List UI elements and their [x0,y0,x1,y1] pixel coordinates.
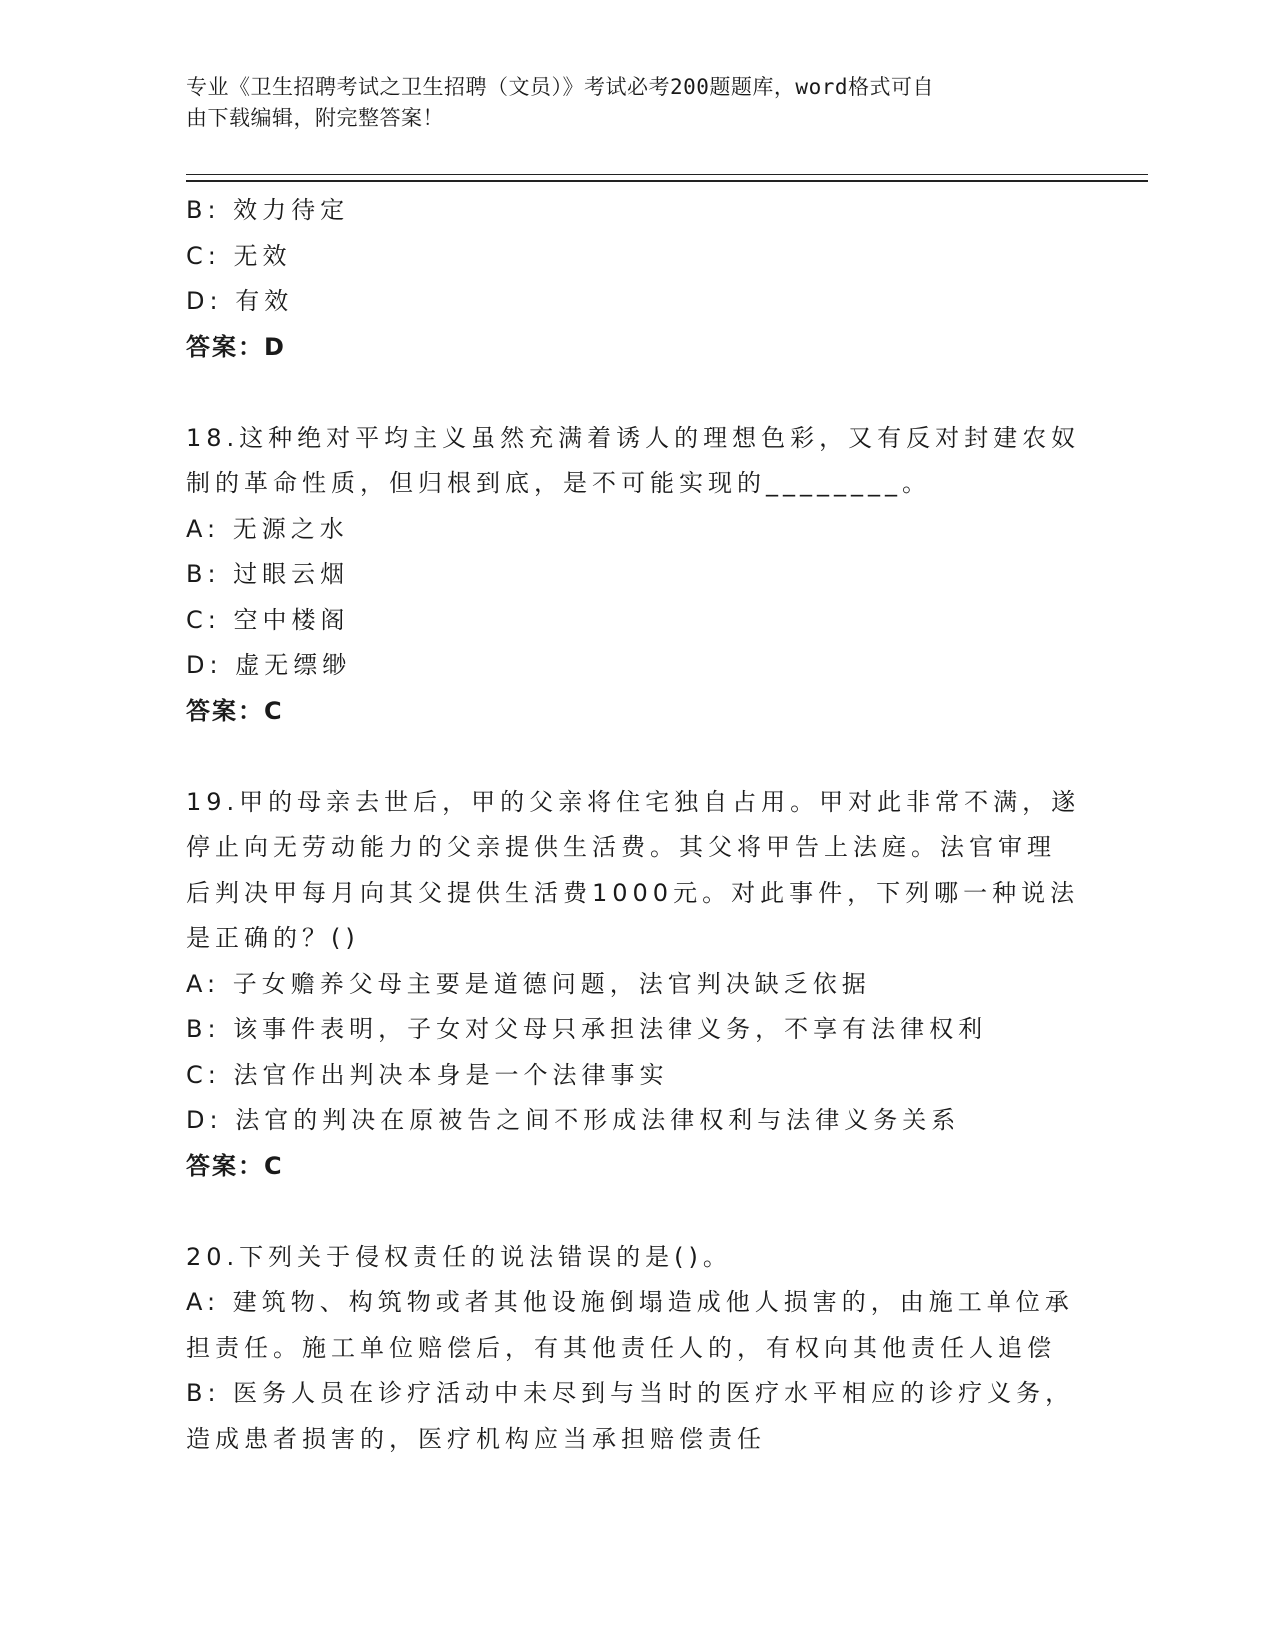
q19-option-d: D: 法官的判决在原被告之间不形成法律权利与法律义务关系 [186,1106,961,1134]
header-line-2: 由下载编辑，附完整答案！ [186,106,444,130]
document-header [186,72,1066,134]
q18-option-a: A: 无源之水 [186,514,349,543]
q17-answer: 答案：D [186,332,286,361]
q17-option-d: D: 有效 [186,287,294,315]
spacer [186,370,1086,416]
q18-option-c: C: 空中楼阁 [186,605,350,634]
q19-answer: 答案：C [186,1151,284,1180]
q19-option-b: B: 该事件表明，子女对父母只承担法律义务，不享有法律权利 [186,1015,988,1043]
q20-option-b-line-2: 造成患者损害的，医疗机构应当承担赔偿责任 [186,1424,766,1453]
q18-stem-line-1: 18.这种绝对平均主义虽然充满着诱人的理想色彩，又有反对封建农奴 [186,423,1081,452]
q20-stem-line-1: 20.下列关于侵权责任的说法错误的是()。 [186,1242,732,1271]
q17-option-c: C: 无效 [186,241,292,270]
q19-option-c: C: 法官作出判决本身是一个法律事实 [186,1060,669,1089]
spacer [186,1189,1086,1235]
q18-stem-line-2: 制的革命性质，但归根到底，是不可能实现的________。 [186,469,931,497]
q19-option-a: A: 子女赡养父母主要是道德问题，法官判决缺乏依据 [186,969,871,998]
spacer [186,734,1086,780]
q19-stem-line-1: 19.甲的母亲去世后，甲的父亲将住宅独自占用。甲对此非常不满，遂 [186,787,1081,816]
q20-option-a-line-1: A: 建筑物、构筑物或者其他设施倒塌造成他人损害的，由施工单位承 [186,1288,1074,1316]
q18-option-d: D: 虚无缥缈 [186,651,352,679]
document-body [186,188,1086,1462]
q19-stem-line-3: 后判决甲每月向其父提供生活费1000元。对此事件，下列哪一种说法 [186,878,1080,907]
q19-stem-line-4: 是正确的？() [186,924,360,952]
header-rule-thin [186,174,1148,175]
q17-option-b: B: 效力待定 [186,196,350,224]
header-rule-thick [186,180,1148,182]
q18-option-b: B: 过眼云烟 [186,560,350,588]
q19-stem-line-2: 停止向无劳动能力的父亲提供生活费。其父将甲告上法庭。法官审理 [186,833,1056,861]
header-line-1: 专业《卫生招聘考试之卫生招聘（文员）》考试必考200题题库，word格式可自 [186,75,934,99]
q20-option-a-line-2: 担责任。施工单位赔偿后，有其他责任人的，有权向其他责任人追偿 [186,1333,1056,1362]
q18-answer: 答案：C [186,696,284,725]
q20-option-b-line-1: B: 医务人员在诊疗活动中未尽到与当时的医疗水平相应的诊疗义务， [186,1379,1075,1407]
